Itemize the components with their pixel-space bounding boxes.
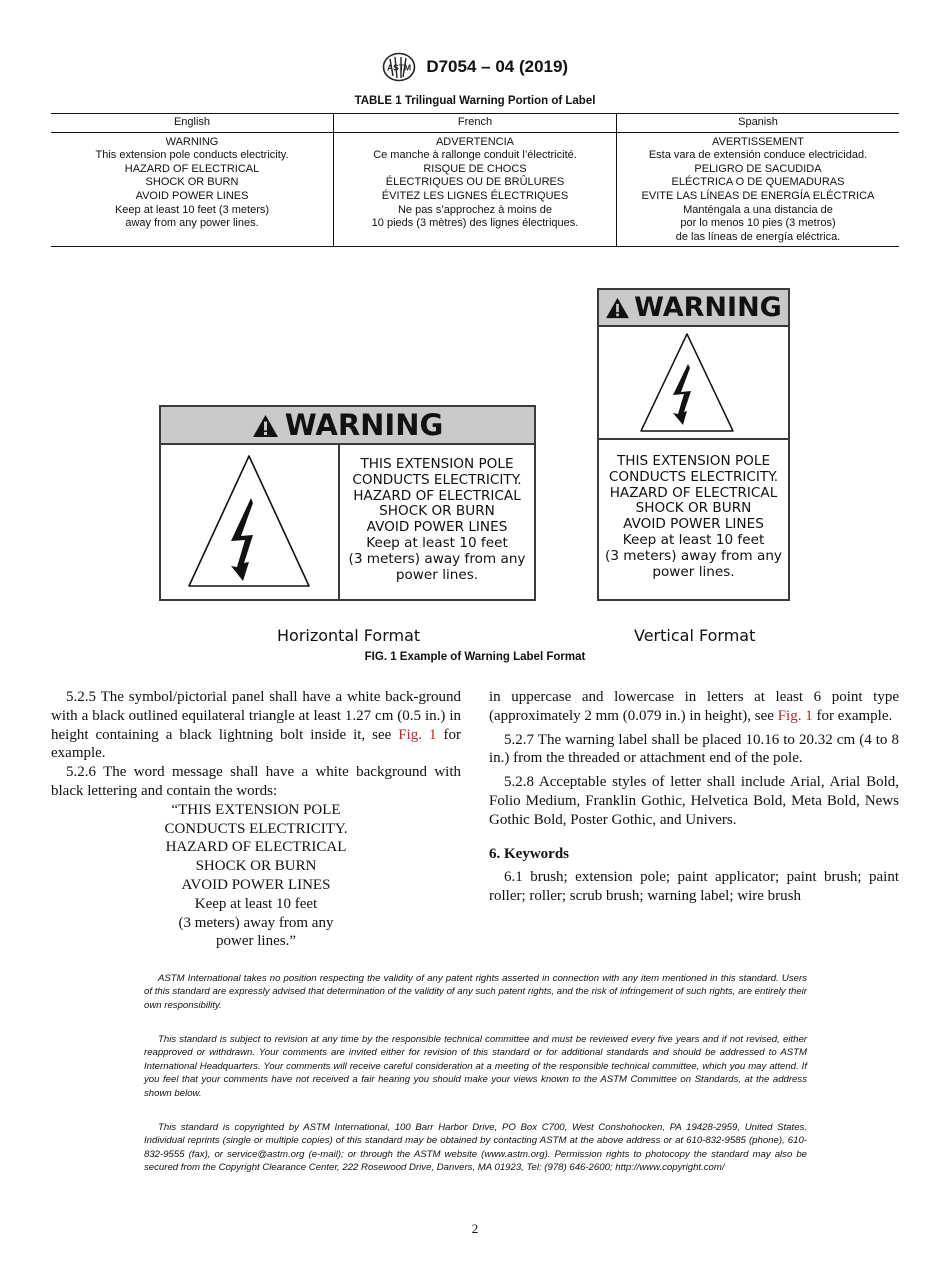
- vertical-warning-label: [597, 288, 790, 601]
- cell-french: ADVERTENCIA Ce manche à rallonge conduit l’électricité. RISQUE DE CHOCS ÉLECTRIQUES OU DE BRÛLURES ÉVITEZ LES LIGNES ÉLECTRIQUES Ne pas s’approchez à moins de 10 pieds (3 mètres) des lignes électriques.: [334, 132, 617, 247]
- cell-english: WARNING This extension pole conducts electricity. HAZARD OF ELECTRICAL SHOCK OR BURN AVOID POWER LINES Keep at least 10 feet (3 meters) away from any power lines.: [51, 132, 334, 247]
- page-number: 2: [471, 1221, 479, 1236]
- warning-banner: [161, 407, 534, 445]
- horizontal-warning-label: [159, 405, 536, 601]
- paragraph-5-2-5: 5.2.5 The symbol/pictorial panel shall have a white back-ground with a black outlined equilateral triangle at least 1.27 cm (0.5 in.) in height containing a black lightning bolt inside it, see Fig. 1 for example.: [51, 689, 461, 762]
- page-header: [0, 52, 950, 82]
- patent-notice: ASTM International takes no position respecting the validity of any patent rights asserted in connection with any item mentioned in this standard. Users of this standard are expressly advised that determination of the validity of any such patent rights, and the risk of infringement of such rights, are entirely their own responsibility.: [144, 973, 807, 1011]
- quoted-warning-words: “THIS EXTENSION POLE CONDUCTS ELECTRICITY. HAZARD OF ELECTRICAL SHOCK OR BURN AVOID POWER LINES Keep at least 10 feet (3 meters) away from any power lines.”: [164, 801, 348, 950]
- trilingual-table: [51, 113, 899, 247]
- keywords-heading: 6. Keywords: [489, 845, 569, 862]
- horizontal-format-label: Horizontal Format: [277, 626, 421, 645]
- paragraph-5-2-6-continued: in uppercase and lowercase in letters at least 6 point type (approximately 2 mm (0.079 in.) in height), see Fig. 1 for example.: [489, 689, 899, 724]
- symbol-panel: [161, 445, 340, 599]
- warning-word: WARNING: [284, 408, 444, 442]
- warning-triangle-icon: [252, 414, 279, 438]
- svg-text:ASTM: ASTM: [386, 62, 411, 73]
- warning-banner: [599, 290, 788, 327]
- left-column: [51, 688, 461, 951]
- revision-notice: This standard is subject to revision at any time by the responsible technical committee and must be reviewed every five years and if not revised, either reapproved or withdrawn. Your comments are invited either for revision of this standard or for additional standards and should be addressed to ASTM International Headquarters. Your comments will receive careful consideration at a meeting of the responsible technical committee, which you may attend. If you feel that your comments have not received a fair hearing you should make your views known to the ASTM Committee on Standards, at the address shown below.: [144, 1034, 807, 1099]
- symbol-panel: [599, 327, 788, 440]
- warning-message: THIS EXTENSION POLE CONDUCTS ELECTRICITY. HAZARD OF ELECTRICAL SHOCK OR BURN AVOID POWER LINES Keep at least 10 feet (3 meters) away from any power lines.: [605, 453, 782, 580]
- column-header-spanish: Spanish: [617, 114, 900, 133]
- right-column: [489, 688, 899, 906]
- figure-caption: FIG. 1 Example of Warning Label Format: [364, 651, 586, 663]
- figure-1-link[interactable]: Fig. 1: [398, 726, 437, 743]
- figure-1-link[interactable]: Fig. 1: [777, 707, 813, 724]
- vertical-format-label: Vertical Format: [634, 626, 756, 645]
- copyright-notice: This standard is copyrighted by ASTM International, 100 Barr Harbor Drive, PO Box C700, West Conshohocken, PA 19428-2959, United States. Individual reprints (single or multiple copies) of this standard may be obtained by contacting ASTM at the above address or at 610-832-9585 (phone), 610-832-9555 (fax), or service@astm.org (e-mail); or through the ASTM website (www.astm.org). Permission rights to photocopy the standard may also be secured from the Copyright Clearance Center, 222 Rosewood Drive, Danvers, MA 01923, Tel: (978) 646-2600; http://www.copyright.com/: [144, 1122, 807, 1174]
- paragraph-5-2-7: 5.2.7 The warning label shall be placed 10.16 to 20.32 cm (4 to 8 in.) from the threaded or attachment end of the pole.: [489, 731, 899, 767]
- astm-logo-icon: [382, 52, 416, 82]
- paragraph-6-1: 6.1 brush; extension pole; paint applicator; paint brush; paint roller; roller; scrub brush; warning label; wire brush: [489, 869, 899, 905]
- warning-message: THIS EXTENSION POLE CONDUCTS ELECTRICITY. HAZARD OF ELECTRICAL SHOCK OR BURN AVOID POWER LINES Keep at least 10 feet (3 meters) away from any power lines.: [348, 456, 526, 583]
- table-caption: TABLE 1 Trilingual Warning Portion of Label: [354, 95, 596, 107]
- column-header-english: English: [51, 114, 334, 133]
- lightning-bolt-triangle-icon: [161, 445, 338, 599]
- lightning-bolt-triangle-icon: [599, 327, 788, 438]
- table-row: [51, 132, 899, 247]
- warning-word: WARNING: [634, 292, 782, 323]
- cell-spanish: AVERTISSEMENT Esta vara de extensión conduce electricidad. PELIGRO DE SACUDIDA ELÉCTRICA O DE QUEMADURAS EVITE LAS LÍNEAS DE ENERGÍA ELÉCTRICA Manténgala a una distancia de por lo menos 10 pies (3 metros) de las líneas de energía eléctrica.: [617, 132, 900, 247]
- standard-designation: D7054 – 04 (2019): [426, 57, 569, 76]
- warning-triangle-icon: [605, 297, 630, 319]
- paragraph-5-2-6: 5.2.6 The word message shall have a white background with black lettering and contain the words:: [51, 764, 461, 799]
- paragraph-5-2-8: 5.2.8 Acceptable styles of letter shall include Arial, Arial Bold, Folio Medium, Franklin Gothic, Helvetica Bold, Meta Bold, News Gothic Bold, Poster Gothic, and Univers.: [489, 774, 899, 828]
- column-header-french: French: [334, 114, 617, 133]
